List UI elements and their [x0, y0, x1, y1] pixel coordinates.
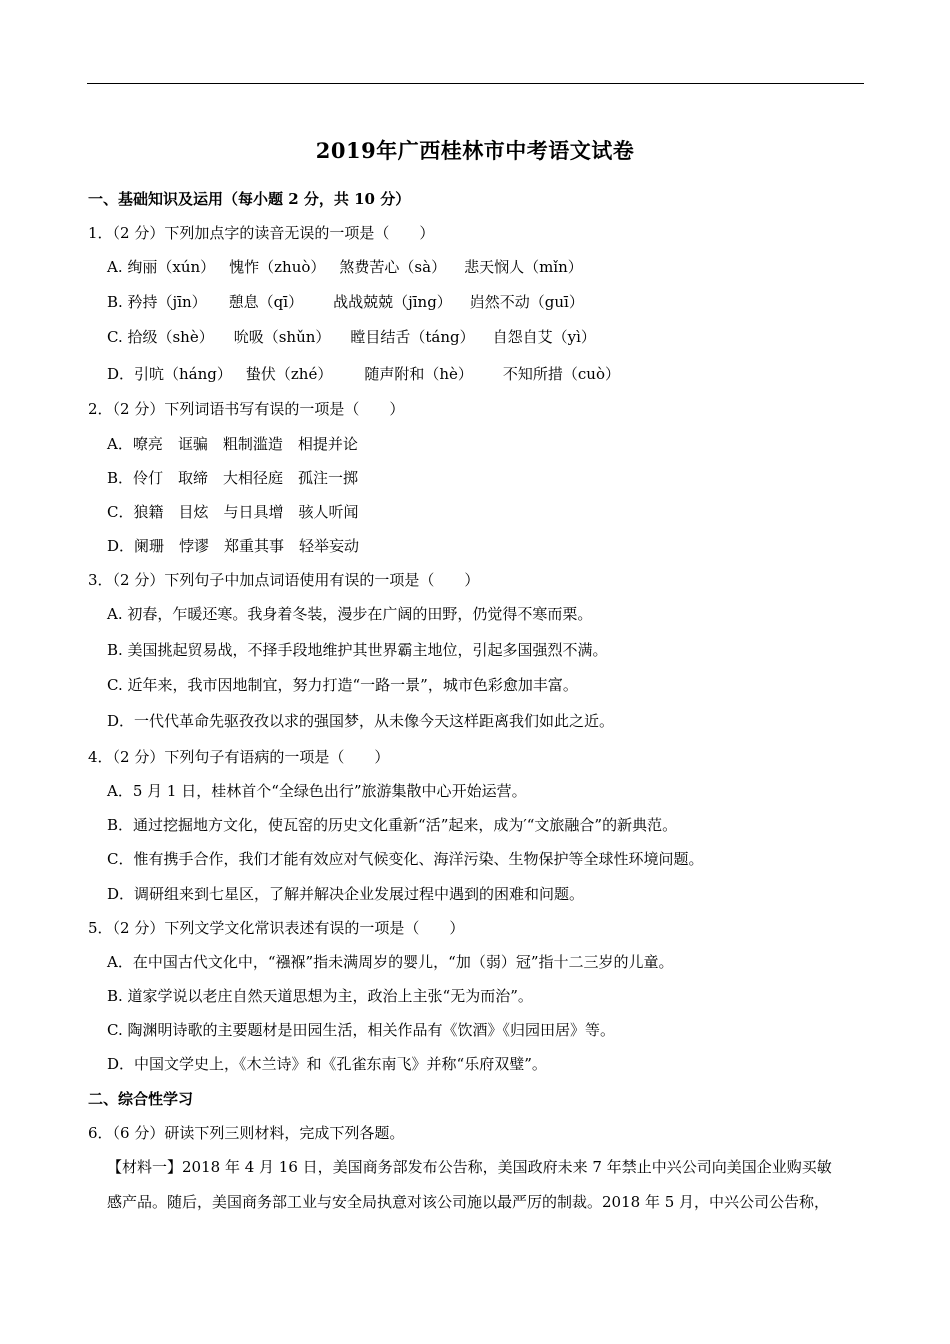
q1-b-2: 憩息（qī）: [228, 293, 304, 311]
q1-a-1: A. 绚丽（xún）: [107, 258, 216, 276]
q6-stem: 6．（6 分）研读下列三则材料，完成下列各题。: [88, 1124, 405, 1142]
q1-c-4: 自怨自艾（yì）: [492, 328, 596, 346]
q1-b-1: B. 矜持（jīn）: [107, 293, 207, 311]
q3-option-b: B. 美国挑起贸易战，不择手段地维护其世界霸主地位，引起多国强烈不满。: [107, 641, 608, 659]
q2-option-d: D．阑珊 悖谬 郑重其事 轻举妄动: [107, 537, 360, 555]
q1-d-1: D．引吭（háng）: [107, 365, 232, 383]
q3-stem: 3．（2 分）下列句子中加点词语使用有误的一项是（ ）: [88, 571, 480, 589]
q2-option-c: C．狼籍 目炫 与日具增 骇人听闻: [107, 503, 359, 521]
q6-material-1-line-1: 【材料一】2018 年 4 月 16 日，美国商务部发布公告称，美国政府未来 7 年禁止中兴公司向美国企业购买敏: [107, 1158, 832, 1176]
q1-b-4: 岿然不动（guī）: [469, 293, 584, 311]
section-2-heading: 二、综合性学习: [88, 1090, 194, 1108]
q1-a-4: 悲天悯人（mǐn）: [464, 258, 583, 276]
q5-option-c: C. 陶渊明诗歌的主要题材是田园生活，相关作品有《饮酒》《归园田居》等。: [107, 1021, 615, 1039]
top-rule: [87, 83, 864, 84]
q5-stem: 5．（2 分）下列文学文化常识表述有误的一项是（ ）: [88, 919, 465, 937]
q6-material-1-line-2: 感产品。随后，美国商务部工业与安全局执意对该公司施以最严厉的制裁。2018 年 5 月，中兴公司公告称，: [107, 1193, 830, 1211]
q1-d-2: 蛰伏（zhé）: [245, 365, 333, 383]
q4-stem: 4．（2 分）下列句子有语病的一项是（ ）: [88, 748, 390, 766]
exam-title: 2019年广西桂林市中考语文试卷: [315, 138, 635, 163]
q1-a-3: 煞费苦心（sà）: [339, 258, 447, 276]
q1-stem: 1．（2 分）下列加点字的读音无误的一项是（ ）: [88, 224, 435, 242]
q4-option-c: C．惟有携手合作，我们才能有效应对气候变化、海洋污染、生物保护等全球性环境问题。: [107, 850, 704, 868]
q3-option-d: D．一代代革命先驱孜孜以求的强国梦，从未像今天这样距离我们如此之近。: [107, 712, 615, 730]
q1-c-1: C. 拾级（shè）: [107, 328, 214, 346]
q5-option-a: A．在中国古代文化中，“襁褓”指未满周岁的婴儿，“加（弱）冠”指十二三岁的儿童。: [107, 953, 674, 971]
q1-option-a: [107, 257, 583, 277]
q1-c-2: 吮吸（shǔn）: [233, 328, 331, 346]
q1-c-3: 瞠目结舌（táng）: [350, 328, 475, 346]
q1-option-b: [107, 292, 584, 312]
q4-option-b: B．通过挖掘地方文化，使瓦窑的历史文化重新“活”起来，成为′“文旅融合”的新典范。: [107, 816, 678, 834]
q1-a-2: 愧怍（zhuò）: [229, 258, 326, 276]
q5-option-b: B. 道家学说以老庄自然天道思想为主，政治上主张“无为而治”。: [107, 987, 533, 1005]
q1-option-c: [107, 327, 596, 347]
q3-option-c: C. 近年来，我市因地制宜，努力打造“一路一景”，城市色彩愈加丰富。: [107, 676, 578, 694]
q3-option-a: A. 初春，乍暖还寒。我身着冬装，漫步在广阔的田野，仍觉得不寒而栗。: [107, 605, 593, 623]
q4-option-d: D．调研组来到七星区，了解并解决企业发展过程中遇到的困难和问题。: [107, 885, 585, 903]
q1-d-4: 不知所措（cuò）: [502, 365, 620, 383]
q2-stem: 2．（2 分）下列词语书写有误的一项是（ ）: [88, 400, 405, 418]
q1-option-d: [107, 364, 620, 384]
section-1-heading: 一、基础知识及运用（每小题 2 分，共 10 分）: [88, 190, 411, 208]
q1-b-3: 战战兢兢（jīng）: [333, 293, 452, 311]
q2-option-b: B．伶仃 取缔 大相径庭 孤注一掷: [107, 469, 359, 487]
q2-option-a: A．嘹亮 诓骗 粗制滥造 相提并论: [107, 435, 358, 453]
q1-d-3: 随声附和（hè）: [364, 365, 473, 383]
q5-option-d: D．中国文学史上，《木兰诗》和《孔雀东南飞》并称“乐府双璧”。: [107, 1055, 547, 1073]
q4-option-a: A．5 月 1 日，桂林首个“全绿色出行”旅游集散中心开始运营。: [107, 782, 527, 800]
